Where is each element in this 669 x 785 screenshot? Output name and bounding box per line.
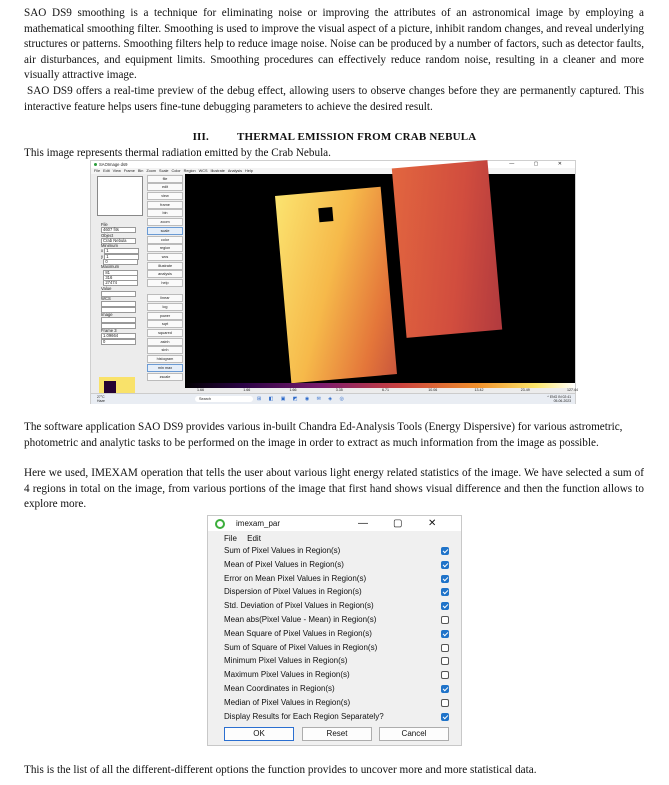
ds9-menu-item[interactable]: Illustrate [210, 169, 225, 173]
section-number: III. [192, 131, 209, 143]
info-max-value: 27474 [103, 280, 138, 286]
close-icon[interactable]: ✕ [428, 518, 437, 529]
info-x-label: x [101, 248, 104, 254]
taskbar-tray: ^ ENG IN [547, 395, 562, 399]
paragraph-ds9-tools: The software application SAO DS9 provides various in-built Chandra Ed-Analysis Tools (Energy Dispersive) for various astrometric, photometric and analytic tasks to be performed on the image in order to extract as much information from the image as possible. [24, 421, 623, 449]
taskbar-date: 05-06-2023 [553, 399, 571, 403]
imexam-dialog [207, 515, 462, 746]
ds9-button-scale[interactable]: scale [147, 227, 183, 235]
ds9-button-sqrt[interactable]: sqrt [147, 320, 183, 328]
colorbar-tick-label: 1.66 [289, 388, 297, 392]
info-zoom-value: 1.09664 [101, 333, 136, 339]
taskbar-app-icons[interactable]: ⊞ ◧ ▣ ◩ ◉ ✉ ◈ ◎ [257, 396, 347, 402]
option-checkbox[interactable] [441, 671, 449, 679]
taskbar-search[interactable]: Search [195, 396, 253, 402]
ds9-menu-item[interactable]: Help [245, 169, 253, 173]
ds9-button-file[interactable]: file [147, 175, 183, 183]
ds9-button-wcs[interactable]: wcs [147, 253, 183, 261]
minimize-icon[interactable]: — [358, 518, 368, 529]
ds9-menu-item[interactable]: Color [171, 169, 181, 173]
ds9-button-bin[interactable]: bin [147, 209, 183, 217]
ds9-app-icon [94, 163, 97, 166]
ds9-menu-item[interactable]: Zoom [146, 169, 157, 173]
colorbar-tick-label: 1.66 [243, 388, 251, 392]
reset-button[interactable]: Reset [302, 727, 372, 741]
ds9-window-controls[interactable]: — ▢ ✕ [509, 161, 571, 167]
option-row [224, 572, 449, 586]
info-max-label: Maximum [101, 264, 120, 270]
option-row [224, 627, 449, 641]
option-checkbox[interactable] [441, 699, 449, 707]
info-max-x: 81 [103, 270, 138, 276]
info-file-label: File [101, 222, 108, 227]
ds9-info-panel [93, 174, 145, 380]
option-checkbox[interactable] [441, 630, 449, 638]
colorbar-tick-label: 127.44 [567, 388, 578, 392]
option-label: Minimum Pixel Values in Region(s) [224, 656, 348, 666]
option-row [224, 654, 449, 668]
info-wcs-label: WCS [101, 296, 111, 302]
option-label: Mean Coordinates in Region(s) [224, 683, 335, 693]
option-label: Sum of Square of Pixel Values in Region(s) [224, 642, 378, 652]
ds9-panner[interactable] [97, 176, 143, 216]
paragraph-options-summary: This is the list of all the different-different options the function provides to uncover more and more statistical data. [24, 764, 537, 776]
ds9-button-min-max[interactable]: min max [147, 364, 183, 372]
ccd-gap [318, 207, 333, 222]
ds9-button-help[interactable]: help [147, 279, 183, 287]
paragraph-imexam: Here we used, IMEXAM operation that tells the user about various light energy related statistics of the image. We have selected a sum of 4 regions in total on the image, from various portions of the image that first hand shows visual difference and then the function allows to explore more. [24, 467, 644, 511]
dialog-app-icon [215, 519, 225, 529]
option-checkbox[interactable] [441, 616, 449, 624]
option-label: Mean of Pixel Values in Region(s) [224, 559, 344, 569]
info-file-value: 4607 fits [101, 227, 136, 233]
ds9-title: SAOImage ds9 [99, 162, 128, 167]
ds9-menu-item[interactable]: Edit [103, 169, 110, 173]
info-max-y: 316 [103, 275, 138, 281]
option-row [224, 696, 449, 710]
option-label: Dispersion of Pixel Values in Region(s) [224, 587, 362, 597]
ds9-button-power[interactable]: power [147, 312, 183, 320]
menu-edit[interactable]: Edit [247, 534, 261, 543]
colorbar-tick-label: 6.71 [382, 388, 389, 392]
options-list [224, 544, 449, 723]
option-row [224, 558, 449, 572]
option-checkbox[interactable] [441, 547, 449, 555]
paragraph-smoothing: SAO DS9 smoothing is a technique for eliminating noise or improving the attributes of an astronomical image by employing a mathematical smoothing filter. Smoothing is used to improve the visual aspect of a picture, inhibit random changes, and reveal underlying structures or patterns. Smoothing filters help to reduce image noise. Noise can be produced by a number of factors, such as detector faults, air disturbances, and equipment limits. Smoothing procedures can effectively reduce random noise, resulting in a cleaner and more visually attractive image. [24, 7, 644, 82]
ds9-screenshot [90, 160, 576, 404]
ds9-button-log[interactable]: log [147, 303, 183, 311]
weather-temp: 27°C [97, 395, 105, 399]
info-y-value: 1 [104, 254, 139, 260]
paragraph-image-caption: This image represents thermal radiation emitted by the Crab Nebula. [24, 147, 331, 159]
info-image-label: Image [101, 312, 113, 318]
option-checkbox[interactable] [441, 575, 449, 583]
ds9-magnifier [99, 377, 135, 393]
option-row [224, 668, 449, 682]
ds9-button-analysis[interactable]: analysis [147, 270, 183, 278]
info-x-value: 1 [104, 248, 139, 254]
option-row [224, 613, 449, 627]
option-label: Mean abs(Pixel Value - Mean) in Region(s) [224, 614, 377, 624]
option-row [224, 641, 449, 655]
ccd-chip-left [275, 187, 397, 384]
info-angle-value: 0 [101, 339, 136, 345]
ds9-menu-item[interactable]: Region [183, 169, 196, 173]
ds9-button-linear[interactable]: linear [147, 294, 183, 302]
option-label: Error on Mean Pixel Values in Region(s) [224, 573, 367, 583]
dialog-title: imexam_par [236, 519, 281, 528]
colorbar-tick-label: 23.49 [520, 388, 530, 392]
colorbar-tick-label: 3.35 [335, 388, 343, 392]
ds9-button-bar [145, 174, 183, 394]
colorbar-tick-label: 13.42 [474, 388, 484, 392]
ds9-menu-item[interactable]: Bin [137, 169, 144, 173]
option-checkbox[interactable] [441, 644, 449, 652]
option-label: Maximum Pixel Values in Region(s) [224, 670, 350, 680]
option-row [224, 585, 449, 599]
ds9-button-illustrate[interactable]: illustrate [147, 262, 183, 270]
weather-desc: Haze [97, 399, 105, 403]
info-object-label: Object [101, 232, 114, 238]
info-value-label: Value [101, 285, 112, 291]
taskbar-clock[interactable] [547, 395, 571, 403]
option-checkbox[interactable] [441, 685, 449, 693]
cancel-button[interactable]: Cancel [379, 727, 449, 741]
ds9-titlebar [91, 161, 575, 168]
ds9-button-color[interactable]: color [147, 236, 183, 244]
option-label: Median of Pixel Values in Region(s) [224, 697, 351, 707]
maximize-icon[interactable]: ▢ [393, 518, 403, 529]
option-checkbox[interactable] [441, 561, 449, 569]
ds9-button-squared[interactable]: squared [147, 329, 183, 337]
ok-button[interactable]: OK [224, 727, 294, 741]
option-row [224, 544, 449, 558]
option-checkbox[interactable] [441, 713, 449, 721]
option-row [224, 682, 449, 696]
windows-taskbar [91, 393, 575, 404]
menu-file[interactable]: File [224, 534, 237, 543]
ds9-image-canvas[interactable] [185, 174, 575, 383]
ds9-button-edit[interactable]: edit [147, 183, 183, 191]
info-object-value: Crab Nebula [101, 238, 136, 244]
info-y-label: y [101, 253, 104, 259]
colorbar-tick-label: 1.66 [197, 388, 204, 392]
colorbar-tick-label: 10.06 [428, 388, 438, 392]
ds9-menu-item[interactable]: Analysis [227, 169, 243, 173]
ds9-button-sinh[interactable]: sinh [147, 346, 183, 354]
paragraph-preview: SAO DS9 offers a real-time preview of the debug effect, allowing users to observe changes before they are permanently captured. This interactive feature helps users fine-tune debugging parameters to achieve the desired result. [24, 85, 644, 113]
ds9-button-region[interactable]: region [147, 244, 183, 252]
option-label: Mean Square of Pixel Values in Region(s) [224, 628, 372, 638]
dialog-titlebar [208, 516, 461, 531]
info-min-value: 0 [103, 259, 138, 265]
ds9-menu-item[interactable]: WCS [198, 169, 208, 173]
ds9-button-histogram[interactable]: histogram [147, 355, 183, 363]
section-title: THERMAL EMISSION FROM CRAB NEBULA [236, 131, 477, 143]
ds9-menu-item[interactable]: Scale [159, 169, 169, 173]
option-row [224, 710, 449, 724]
dialog-menubar [224, 534, 269, 543]
ds9-button-frame[interactable]: frame [147, 201, 183, 209]
info-min-label: Minimum [101, 243, 118, 249]
ds9-menu-item[interactable]: View [112, 169, 121, 173]
option-checkbox[interactable] [441, 657, 449, 665]
taskbar-weather[interactable] [97, 395, 105, 403]
ccd-chip-right [392, 160, 502, 338]
option-label: Sum of Pixel Values in Region(s) [224, 546, 341, 555]
option-label: Std. Deviation of Pixel Values in Region(s) [224, 601, 374, 611]
ds9-button-view[interactable]: view [147, 192, 183, 200]
ds9-button-zscale[interactable]: zscale [147, 373, 183, 381]
ds9-menu-item[interactable]: File [94, 169, 101, 173]
option-row [224, 599, 449, 613]
option-checkbox[interactable] [441, 602, 449, 610]
option-checkbox[interactable] [441, 588, 449, 596]
ds9-button-asinh[interactable]: asinh [147, 338, 183, 346]
option-label: Display Results for Each Region Separately? [224, 711, 384, 721]
section-heading [0, 131, 669, 143]
taskbar-time: 02:41 [562, 395, 571, 399]
ds9-button-zoom[interactable]: zoom [147, 218, 183, 226]
ds9-menu-item[interactable]: Frame [123, 169, 135, 173]
info-frame-label: Frame 3 [101, 327, 117, 333]
